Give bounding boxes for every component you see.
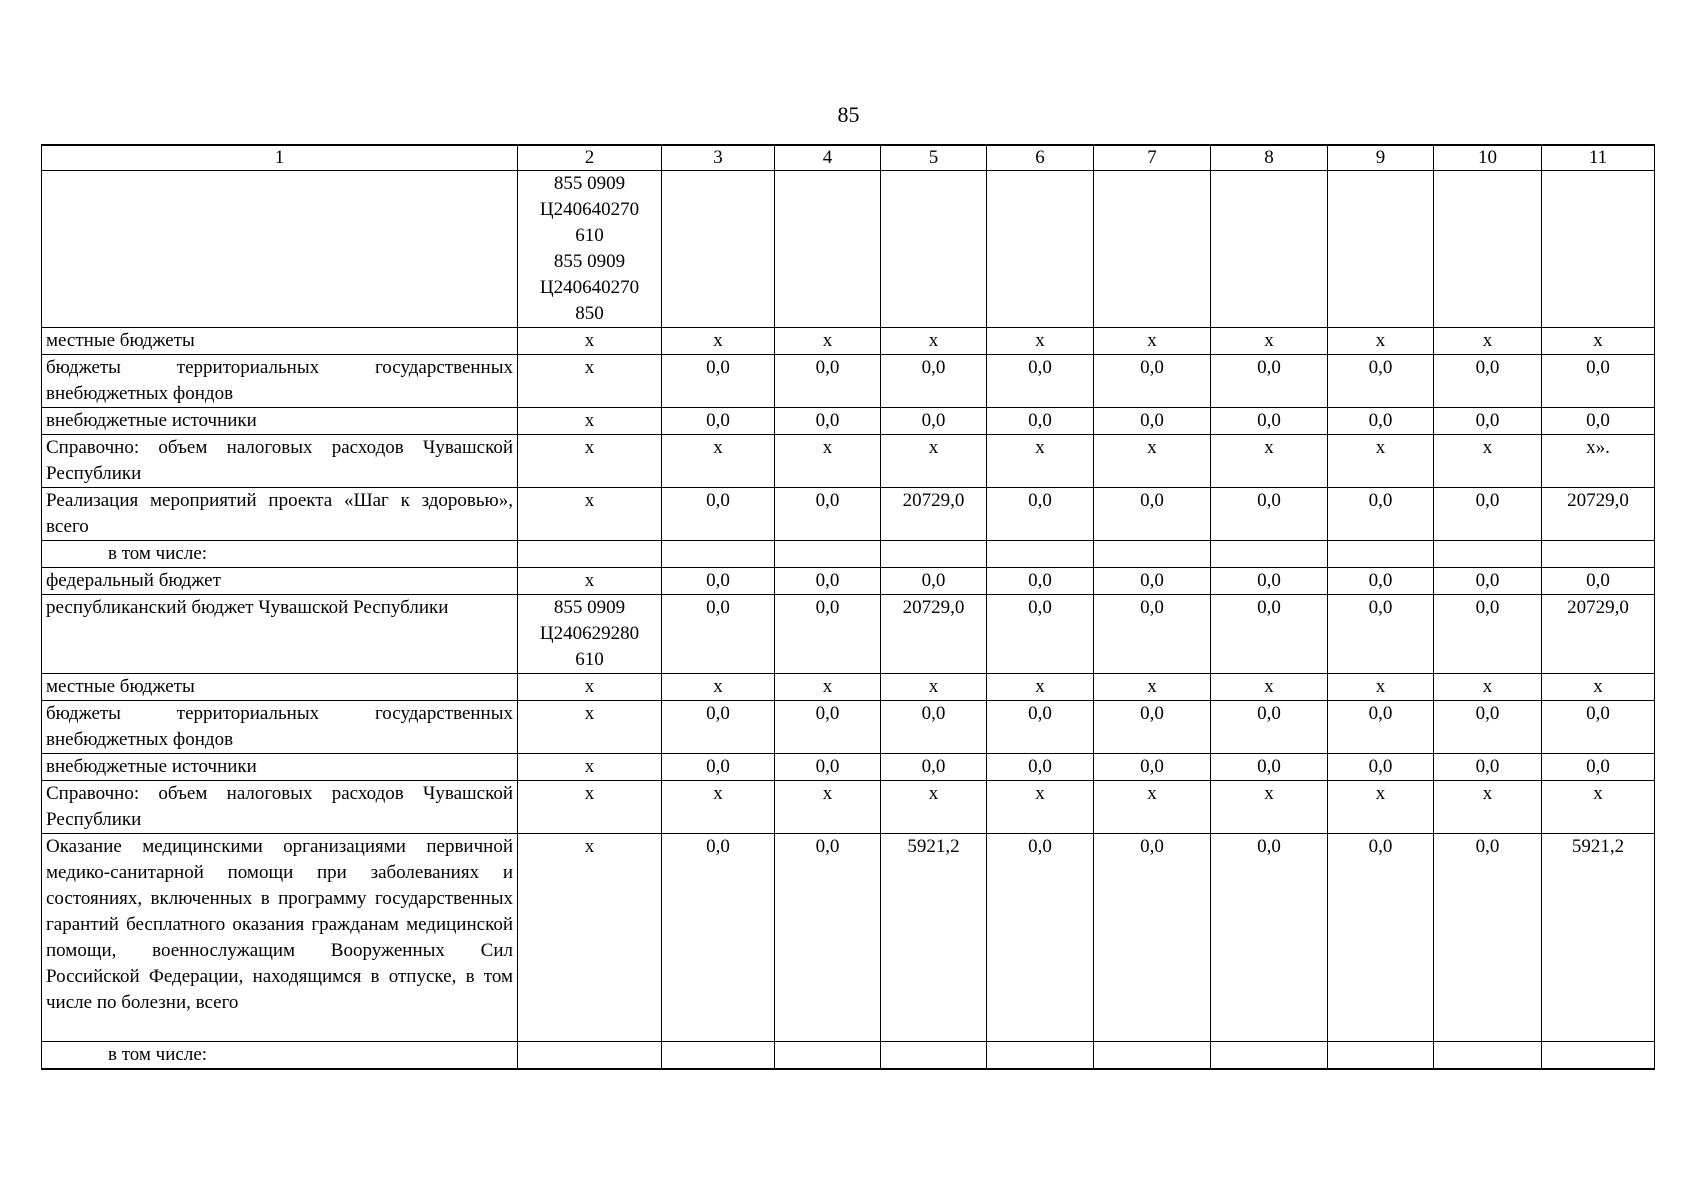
budget-code-line: Ц240629280 — [539, 623, 640, 644]
value-cell-col-8: 0,0 — [1211, 408, 1328, 435]
value-cell-col-6 — [987, 541, 1094, 568]
value-cell-col-10 — [1434, 541, 1542, 568]
value-cell-col-8: х — [1211, 674, 1328, 701]
value-cell-col-7 — [1094, 171, 1211, 328]
column-number-6: 6 — [987, 145, 1094, 171]
value-cell-col-9: 0,0 — [1328, 408, 1434, 435]
value-cell-col-5 — [881, 171, 987, 328]
value-cell-col-9 — [1328, 171, 1434, 328]
budget-code-line: х — [584, 756, 595, 777]
value-cell-col-3: 0,0 — [662, 701, 775, 754]
value-cell-col-7: 0,0 — [1094, 754, 1211, 781]
value-cell-col-4 — [775, 541, 881, 568]
table-row — [42, 595, 1655, 674]
budget-code-line: х — [584, 570, 595, 591]
budget-code-line: Ц240640270 — [539, 199, 640, 220]
value-cell-col-7: 0,0 — [1094, 701, 1211, 754]
budget-code-line: х — [584, 437, 595, 458]
value-cell-col-6: 0,0 — [987, 595, 1094, 674]
value-cell-col-10: 0,0 — [1434, 488, 1542, 541]
table-row — [42, 754, 1655, 781]
column-number-7: 7 — [1094, 145, 1211, 171]
value-cell-col-9: х — [1328, 781, 1434, 834]
table-row — [42, 435, 1655, 488]
value-cell-col-7 — [1094, 1042, 1211, 1070]
value-cell-col-4: 0,0 — [775, 355, 881, 408]
budget-code-cell — [518, 595, 662, 674]
table-row — [42, 568, 1655, 595]
value-cell-col-4: 0,0 — [775, 488, 881, 541]
value-cell-col-7: 0,0 — [1094, 408, 1211, 435]
column-number-5: 5 — [881, 145, 987, 171]
row-label: внебюджетные источники — [42, 408, 518, 435]
row-label: внебюджетные источники — [42, 754, 518, 781]
value-cell-col-10: х — [1434, 674, 1542, 701]
value-cell-col-3 — [662, 1042, 775, 1070]
value-cell-col-6: х — [987, 674, 1094, 701]
value-cell-col-4: х — [775, 674, 881, 701]
value-cell-col-4: 0,0 — [775, 408, 881, 435]
value-cell-col-6: 0,0 — [987, 488, 1094, 541]
budget-code-line: х — [584, 783, 595, 804]
value-cell-col-6: 0,0 — [987, 754, 1094, 781]
value-cell-col-9: 0,0 — [1328, 355, 1434, 408]
row-label: Справочно: объем налоговых расходов Чувашской Республики — [42, 781, 518, 834]
value-cell-col-6: х — [987, 435, 1094, 488]
value-cell-col-10: 0,0 — [1434, 701, 1542, 754]
value-cell-col-8: 0,0 — [1211, 834, 1328, 1042]
value-cell-col-5: х — [881, 328, 987, 355]
value-cell-col-3: 0,0 — [662, 834, 775, 1042]
row-label: местные бюджеты — [42, 328, 518, 355]
value-cell-col-7: х — [1094, 328, 1211, 355]
value-cell-col-6: 0,0 — [987, 701, 1094, 754]
value-cell-col-11: 20729,0 — [1542, 488, 1655, 541]
row-label: местные бюджеты — [42, 674, 518, 701]
value-cell-col-3: х — [662, 328, 775, 355]
column-number-2: 2 — [518, 145, 662, 171]
value-cell-col-4 — [775, 1042, 881, 1070]
value-cell-col-5: х — [881, 781, 987, 834]
value-cell-col-6: 0,0 — [987, 355, 1094, 408]
value-cell-col-8: х — [1211, 328, 1328, 355]
row-label: Реализация мероприятий проекта «Шаг к здоровью», всего — [42, 488, 518, 541]
column-numbers-row — [42, 145, 1655, 171]
value-cell-col-5: 0,0 — [881, 408, 987, 435]
budget-code-cell — [518, 568, 662, 595]
value-cell-col-11: х — [1542, 328, 1655, 355]
column-number-1: 1 — [42, 145, 518, 171]
value-cell-col-4: 0,0 — [775, 595, 881, 674]
value-cell-col-9: 0,0 — [1328, 834, 1434, 1042]
budget-code-line: 610 — [575, 649, 604, 670]
table-row — [42, 701, 1655, 754]
table-row — [42, 834, 1655, 1042]
value-cell-col-3: 0,0 — [662, 355, 775, 408]
value-cell-col-4: 0,0 — [775, 701, 881, 754]
value-cell-col-4: 0,0 — [775, 834, 881, 1042]
value-cell-col-5: 0,0 — [881, 568, 987, 595]
value-cell-col-9: 0,0 — [1328, 488, 1434, 541]
value-cell-col-10: 0,0 — [1434, 754, 1542, 781]
budget-code-cell — [518, 781, 662, 834]
value-cell-col-9: 0,0 — [1328, 595, 1434, 674]
value-cell-col-7: 0,0 — [1094, 568, 1211, 595]
value-cell-col-8 — [1211, 541, 1328, 568]
row-label: республиканский бюджет Чувашской Республики — [42, 595, 518, 674]
value-cell-col-9: 0,0 — [1328, 754, 1434, 781]
value-cell-col-11: х — [1542, 674, 1655, 701]
value-cell-col-8: х — [1211, 781, 1328, 834]
budget-code-cell — [518, 435, 662, 488]
column-number-9: 9 — [1328, 145, 1434, 171]
row-label: бюджеты территориальных государственных внебюджетных фондов — [42, 701, 518, 754]
value-cell-col-3 — [662, 541, 775, 568]
budget-code-cell — [518, 1042, 662, 1070]
table-row — [42, 328, 1655, 355]
budget-code-cell — [518, 355, 662, 408]
budget-table — [41, 144, 1655, 1070]
budget-code-line: 850 — [575, 303, 604, 324]
value-cell-col-7: х — [1094, 781, 1211, 834]
value-cell-col-8: х — [1211, 435, 1328, 488]
table-row — [42, 1042, 1655, 1070]
value-cell-col-4: х — [775, 435, 881, 488]
value-cell-col-11 — [1542, 541, 1655, 568]
value-cell-col-9: х — [1328, 674, 1434, 701]
value-cell-col-7: 0,0 — [1094, 355, 1211, 408]
value-cell-col-9: х — [1328, 435, 1434, 488]
value-cell-col-8: 0,0 — [1211, 568, 1328, 595]
value-cell-col-8 — [1211, 1042, 1328, 1070]
value-cell-col-6: 0,0 — [987, 834, 1094, 1042]
value-cell-col-11 — [1542, 171, 1655, 328]
budget-code-cell — [518, 541, 662, 568]
value-cell-col-7: х — [1094, 674, 1211, 701]
value-cell-col-10 — [1434, 171, 1542, 328]
row-label: федеральный бюджет — [42, 568, 518, 595]
value-cell-col-11 — [1542, 1042, 1655, 1070]
value-cell-col-3: 0,0 — [662, 568, 775, 595]
budget-code-line: 855 0909 — [553, 173, 626, 194]
value-cell-col-10: х — [1434, 435, 1542, 488]
value-cell-col-4: х — [775, 781, 881, 834]
value-cell-col-5 — [881, 541, 987, 568]
value-cell-col-5: 0,0 — [881, 355, 987, 408]
value-cell-col-8: 0,0 — [1211, 595, 1328, 674]
row-label: в том числе: — [42, 1042, 518, 1070]
budget-code-cell — [518, 328, 662, 355]
table-row — [42, 488, 1655, 541]
budget-code-line: х — [584, 703, 595, 724]
value-cell-col-11: х — [1542, 781, 1655, 834]
budget-code-cell — [518, 488, 662, 541]
budget-code-line: х — [584, 410, 595, 431]
table-row — [42, 171, 1655, 328]
value-cell-col-10 — [1434, 1042, 1542, 1070]
value-cell-col-3: 0,0 — [662, 595, 775, 674]
value-cell-col-6 — [987, 1042, 1094, 1070]
value-cell-col-5: 5921,2 — [881, 834, 987, 1042]
value-cell-col-10: 0,0 — [1434, 568, 1542, 595]
table-row — [42, 781, 1655, 834]
value-cell-col-3: х — [662, 674, 775, 701]
value-cell-col-7: х — [1094, 435, 1211, 488]
value-cell-col-8: 0,0 — [1211, 355, 1328, 408]
value-cell-col-11: 0,0 — [1542, 568, 1655, 595]
value-cell-col-4: х — [775, 328, 881, 355]
value-cell-col-7: 0,0 — [1094, 834, 1211, 1042]
value-cell-col-11: 0,0 — [1542, 408, 1655, 435]
value-cell-col-6: х — [987, 328, 1094, 355]
table-row — [42, 355, 1655, 408]
column-number-10: 10 — [1434, 145, 1542, 171]
value-cell-col-8: 0,0 — [1211, 754, 1328, 781]
budget-code-cell — [518, 674, 662, 701]
value-cell-col-7: 0,0 — [1094, 488, 1211, 541]
value-cell-col-3 — [662, 171, 775, 328]
value-cell-col-3: 0,0 — [662, 408, 775, 435]
budget-code-line: 855 0909 — [553, 597, 626, 618]
row-label: в том числе: — [42, 541, 518, 568]
budget-code-cell — [518, 408, 662, 435]
column-number-8: 8 — [1211, 145, 1328, 171]
value-cell-col-5: 0,0 — [881, 754, 987, 781]
budget-code-line: х — [584, 836, 595, 857]
value-cell-col-5: 20729,0 — [881, 595, 987, 674]
value-cell-col-5: х — [881, 435, 987, 488]
value-cell-col-10: 0,0 — [1434, 355, 1542, 408]
value-cell-col-10: 0,0 — [1434, 595, 1542, 674]
value-cell-col-4: 0,0 — [775, 568, 881, 595]
value-cell-col-10: 0,0 — [1434, 834, 1542, 1042]
value-cell-col-11: 0,0 — [1542, 701, 1655, 754]
value-cell-col-9: х — [1328, 328, 1434, 355]
value-cell-col-9 — [1328, 1042, 1434, 1070]
budget-code-line: х — [584, 357, 595, 378]
row-label: бюджеты территориальных государственных внебюджетных фондов — [42, 355, 518, 408]
column-number-3: 3 — [662, 145, 775, 171]
table-row — [42, 674, 1655, 701]
value-cell-col-5: х — [881, 674, 987, 701]
value-cell-col-8: 0,0 — [1211, 701, 1328, 754]
value-cell-col-4 — [775, 171, 881, 328]
column-number-4: 4 — [775, 145, 881, 171]
value-cell-col-6 — [987, 171, 1094, 328]
budget-code-line: х — [584, 330, 595, 351]
value-cell-col-5 — [881, 1042, 987, 1070]
value-cell-col-3: х — [662, 435, 775, 488]
budget-code-line: Ц240640270 — [539, 277, 640, 298]
value-cell-col-4: 0,0 — [775, 754, 881, 781]
budget-code-line: 855 0909 — [553, 251, 626, 272]
value-cell-col-10: х — [1434, 781, 1542, 834]
value-cell-col-6: 0,0 — [987, 568, 1094, 595]
value-cell-col-11: 20729,0 — [1542, 595, 1655, 674]
value-cell-col-10: 0,0 — [1434, 408, 1542, 435]
value-cell-col-8: 0,0 — [1211, 488, 1328, 541]
value-cell-col-5: 20729,0 — [881, 488, 987, 541]
value-cell-col-9: 0,0 — [1328, 701, 1434, 754]
value-cell-col-9 — [1328, 541, 1434, 568]
value-cell-col-9: 0,0 — [1328, 568, 1434, 595]
value-cell-col-6: х — [987, 781, 1094, 834]
value-cell-col-5: 0,0 — [881, 701, 987, 754]
table-row — [42, 541, 1655, 568]
budget-code-cell — [518, 171, 662, 328]
budget-code-cell — [518, 701, 662, 754]
page-number: 85 — [837, 102, 860, 127]
budget-code-cell — [518, 754, 662, 781]
row-label — [42, 171, 518, 328]
value-cell-col-3: х — [662, 781, 775, 834]
value-cell-col-3: 0,0 — [662, 488, 775, 541]
row-label: Оказание медицинскими организациями первичной медико-санитарной помощи при заболеваниях и состояниях, включенных в программу государственных гарантий бесплатного оказания гражданам медицинской помощи, военнослужащим Вооруженных Сил Российской Федерации, находящимся в отпуске, в том числе по болезни, всего — [42, 834, 518, 1042]
budget-code-line: х — [584, 676, 595, 697]
value-cell-col-8 — [1211, 171, 1328, 328]
value-cell-col-11: х». — [1542, 435, 1655, 488]
value-cell-col-6: 0,0 — [987, 408, 1094, 435]
row-label: Справочно: объем налоговых расходов Чувашской Республики — [42, 435, 518, 488]
budget-code-cell — [518, 834, 662, 1042]
value-cell-col-7: 0,0 — [1094, 595, 1211, 674]
value-cell-col-11: 5921,2 — [1542, 834, 1655, 1042]
value-cell-col-7 — [1094, 541, 1211, 568]
budget-code-line: х — [584, 490, 595, 511]
value-cell-col-11: 0,0 — [1542, 355, 1655, 408]
value-cell-col-3: 0,0 — [662, 754, 775, 781]
table-row — [42, 408, 1655, 435]
budget-code-line: 610 — [575, 225, 604, 246]
value-cell-col-11: 0,0 — [1542, 754, 1655, 781]
column-number-11: 11 — [1542, 145, 1655, 171]
value-cell-col-10: х — [1434, 328, 1542, 355]
